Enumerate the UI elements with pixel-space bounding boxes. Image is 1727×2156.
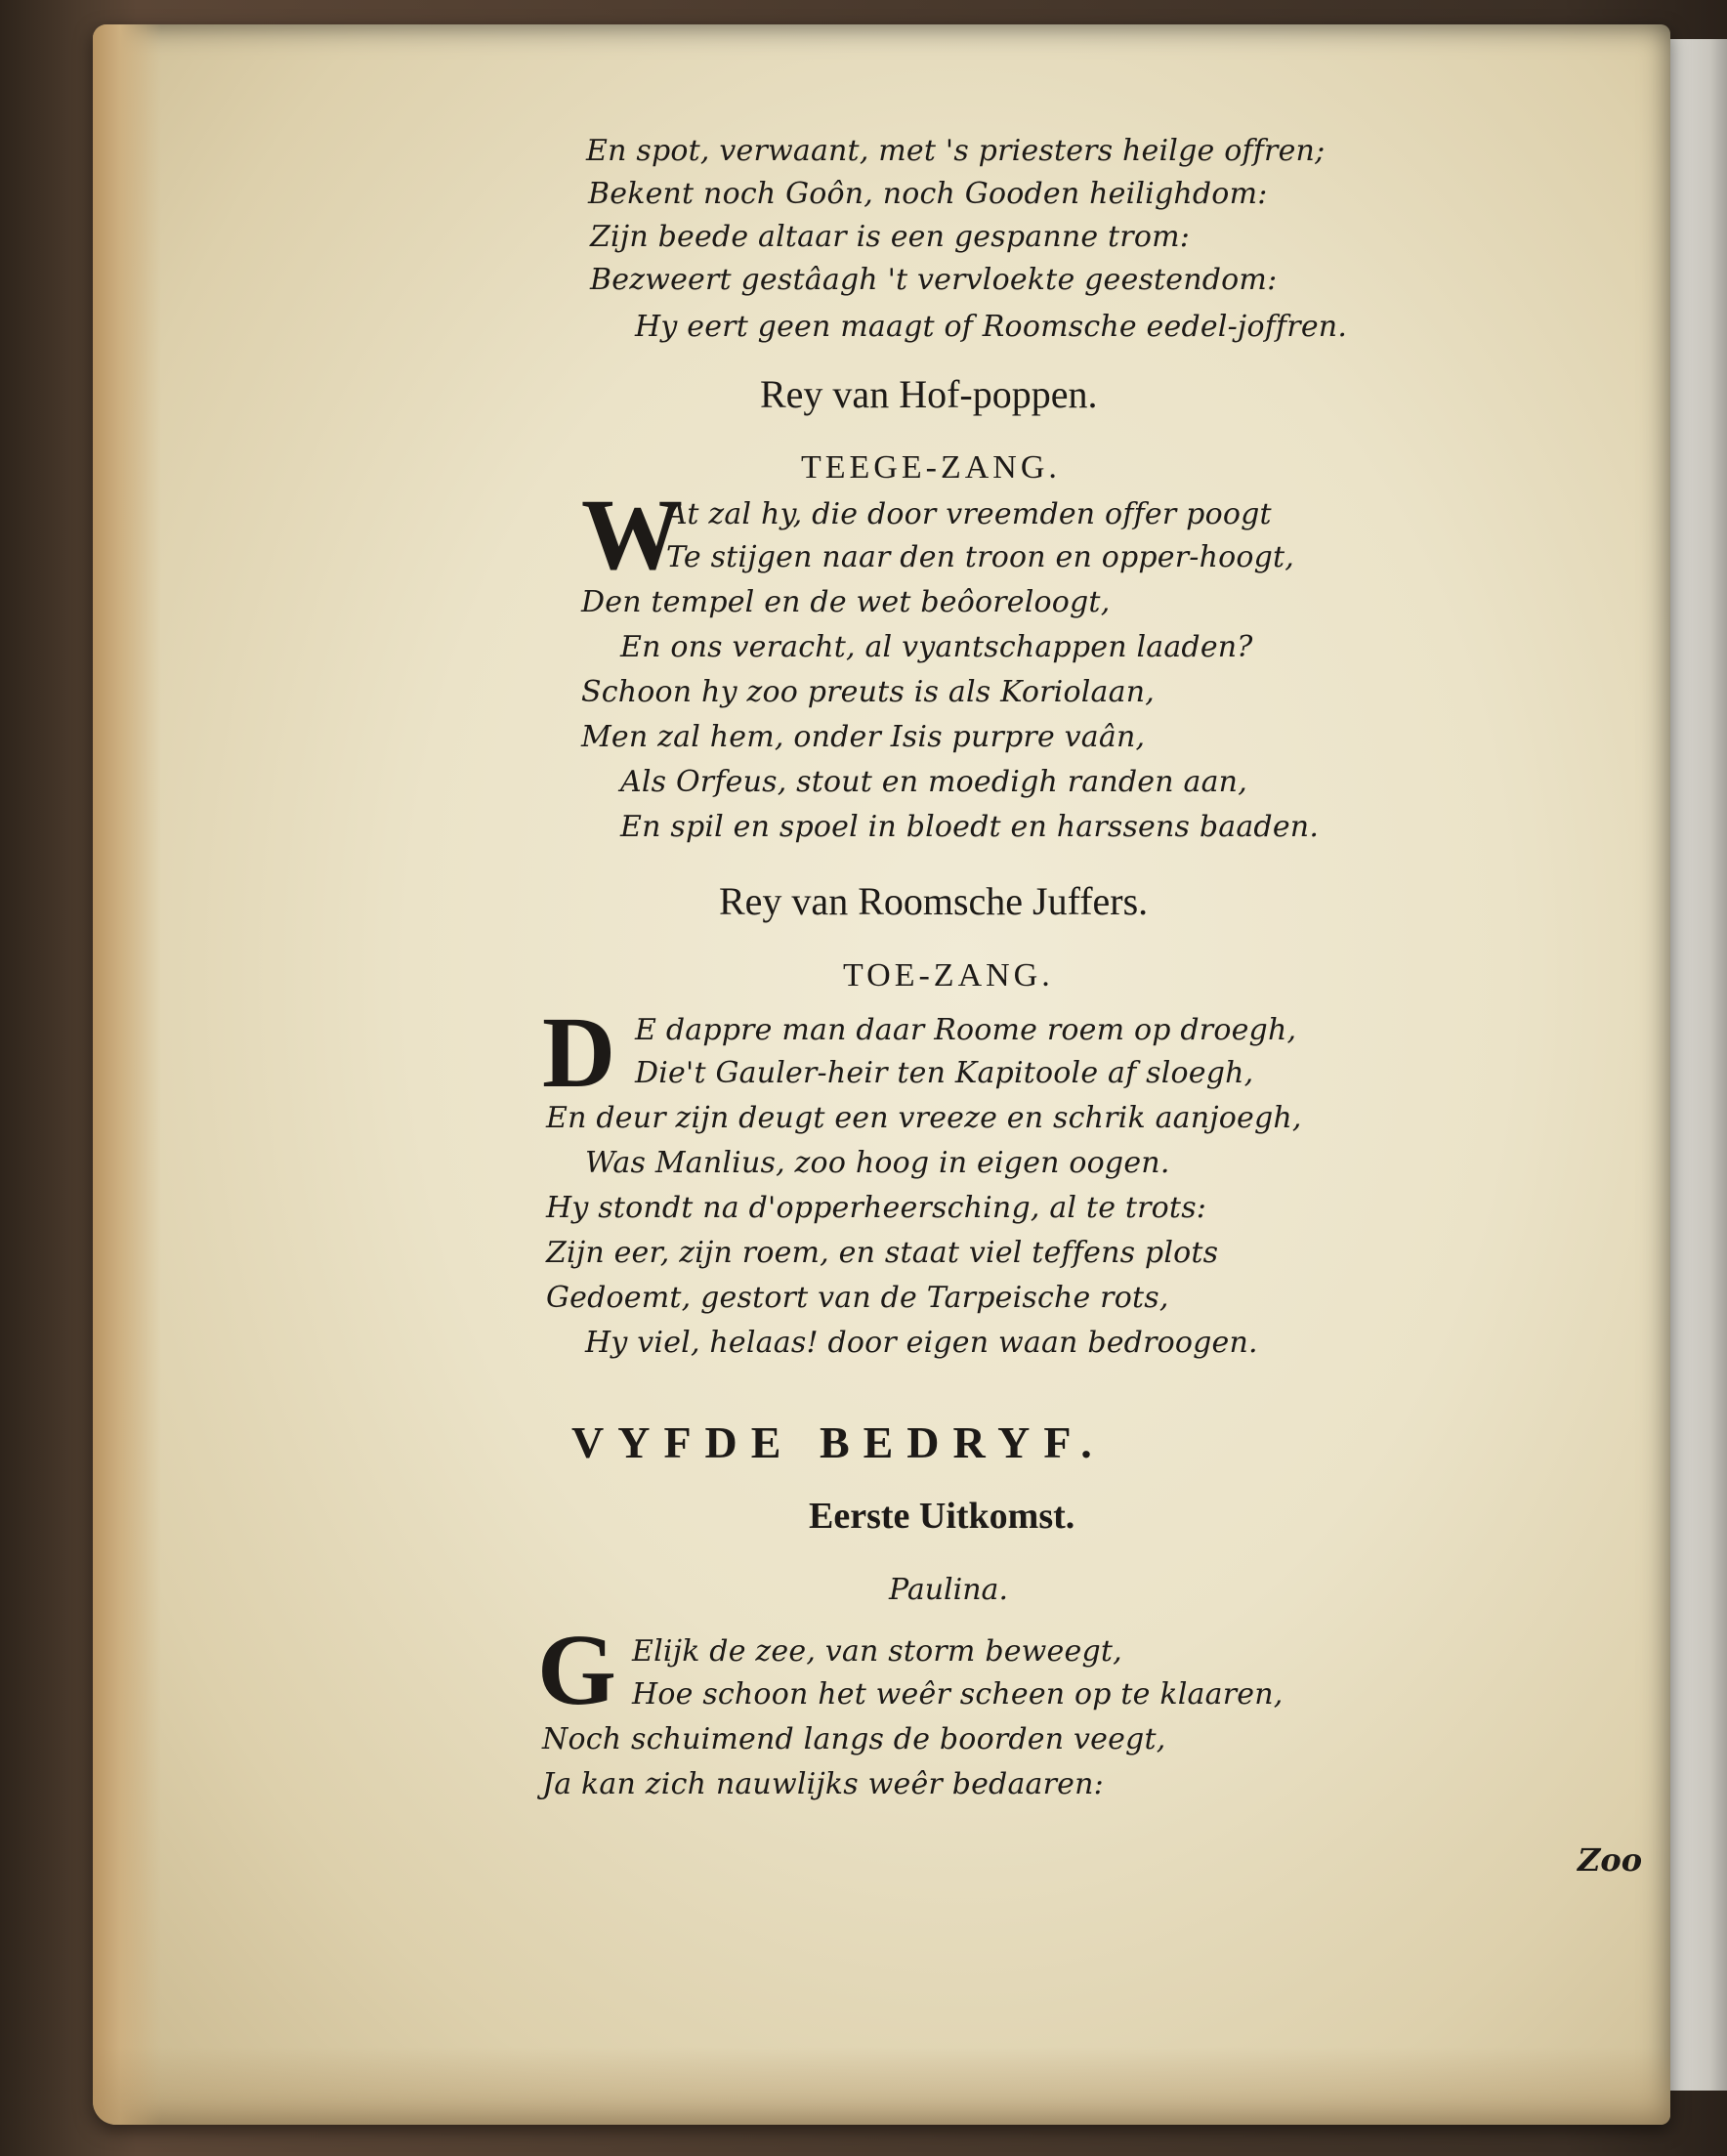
- verse-line: Zijn eer, zijn roem, en staat viel teffens plots: [546, 1236, 1219, 1270]
- verse-line: Noch schuimend langs de boorden veegt,: [542, 1722, 1166, 1756]
- verse-line: Hoe schoon het weêr scheen op te klaaren,: [632, 1677, 1284, 1712]
- chorus-subtitle: TEEGE-ZANG.: [801, 449, 1061, 486]
- verse-line: Bezweert gestâagh 't vervloekte geestendom:: [590, 263, 1278, 297]
- verse-line: Elijk de zee, van storm beweegt,: [632, 1634, 1122, 1669]
- verse-line: Die't Gauler-heir ten Kapitoole af sloegh,: [635, 1056, 1254, 1090]
- speaker-name: Paulina.: [889, 1573, 1008, 1607]
- verse-line: Was Manlius, zoo hoog in eigen oogen.: [585, 1146, 1170, 1180]
- verse-line: Schoon hy zoo preuts is als Koriolaan,: [581, 675, 1155, 709]
- drop-cap: W: [581, 479, 683, 591]
- verse-line: En spot, verwaant, met 's priesters heilge offren;: [586, 134, 1326, 168]
- verse-line: E dappre man daar Roome roem op droegh,: [635, 1013, 1297, 1047]
- verse-line: Den tempel en de wet beôoreloogt,: [581, 585, 1111, 619]
- chorus-subtitle: TOE-ZANG.: [843, 957, 1054, 993]
- scene-title: Eerste Uitkomst.: [809, 1496, 1075, 1537]
- page-content: [93, 24, 1670, 2125]
- verse-line: At zal hy, die door vreemden offer poogt: [666, 497, 1272, 531]
- verse-line: En ons veracht, al vyantschappen laaden?: [620, 630, 1253, 664]
- catchword: Zoo: [1578, 1841, 1643, 1879]
- verse-line: Ja kan zich nauwlijks weêr bedaaren:: [542, 1767, 1104, 1801]
- verse-line: Gedoemt, gestort van de Tarpeische rots,: [546, 1281, 1169, 1315]
- act-title: VYFDE BEDRYF.: [571, 1417, 1106, 1467]
- verse-line: Men zal hem, onder Isis purpre vaân,: [581, 720, 1146, 754]
- verse-line: Te stijgen naar den troon en opper-hoogt,: [666, 540, 1295, 574]
- chorus-title: Rey van Hof-poppen.: [760, 372, 1098, 416]
- verse-line: Bekent noch Goôn, noch Gooden heilighdom:: [588, 177, 1268, 211]
- drop-cap: G: [537, 1614, 616, 1726]
- verse-line: En spil en spoel in bloedt en harssens baaden.: [620, 810, 1320, 844]
- book-page: [93, 24, 1670, 2125]
- verse-line: En deur zijn deugt een vreeze en schrik aanjoegh,: [546, 1101, 1302, 1135]
- drop-cap: D: [542, 996, 616, 1109]
- verse-line: Zijn beede altaar is een gespanne trom:: [590, 220, 1191, 254]
- verse-line: Hy stondt na d'opperheersching, al te trots:: [546, 1191, 1207, 1225]
- verse-line: Hy eert geen maagt of Roomsche eedel-joffren.: [635, 310, 1348, 344]
- verse-line: Als Orfeus, stout en moedigh randen aan,: [620, 765, 1247, 799]
- chorus-title: Rey van Roomsche Juffers.: [719, 879, 1149, 923]
- verse-line: Hy viel, helaas! door eigen waan bedroogen.: [585, 1326, 1258, 1360]
